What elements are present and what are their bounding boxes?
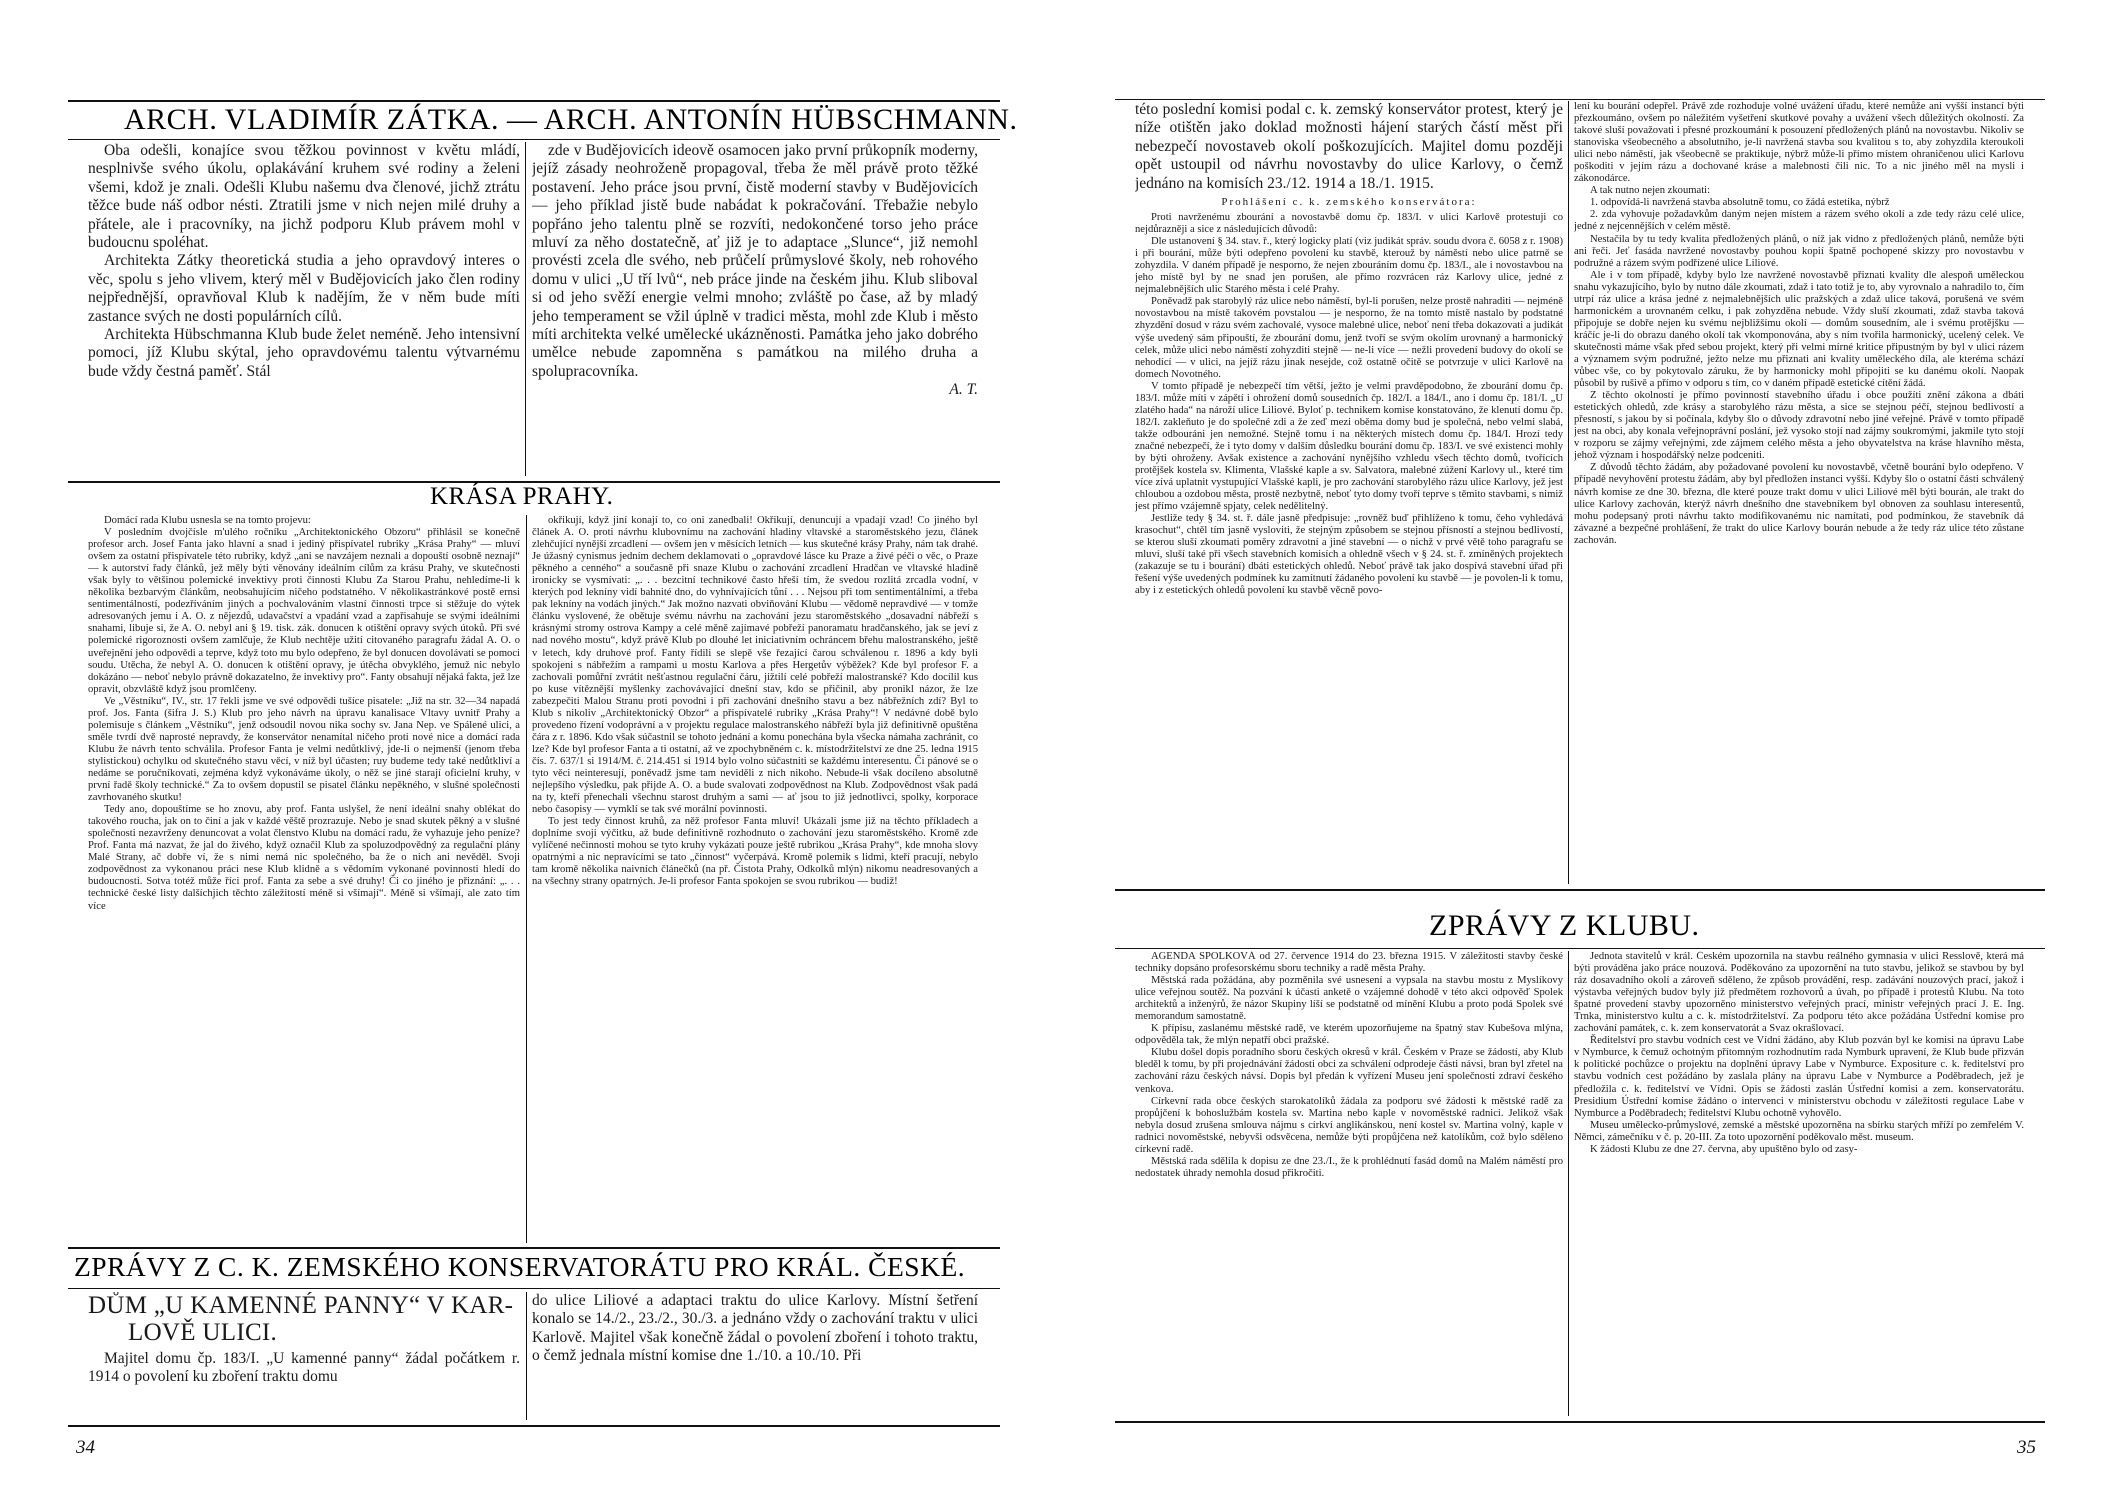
- headline-rule: [68, 1288, 1000, 1289]
- obituary-column-1: [88, 142, 520, 477]
- zpravy-column-1: [1135, 951, 1563, 1418]
- protest-column-2: [1574, 101, 2024, 886]
- right-page: [1057, 0, 2114, 1500]
- paragraph: Klubu došel dopis poradního sboru českých okresů v král. Českém v Praze se žádostí, aby Klub bleděl k tomu, by při projednávání žádosti obci za schválení odprodeje části návsi, bran byl zřetel na zachování rázu českých návsí. Dopis byl předán k vyřízení Museu jení společnosti zdraví českého venkova.: [1135, 1047, 1563, 1095]
- paragraph: Dle ustanovení § 34. stav. ř., který logicky platí (viz judikát správ. soudu dvora č. 6058 z r. 1908) i při bourání, může býti odepřeno povolení ku stavbě, kterouž by náměstí nebo ulice patrně se zohyzdila. V daném případě je nesporno, že nejen zbouráním domu čp. 183/I., ale i novostavbou na jeho místě byl by ne snad jen porušen, ale přímo rozvrácen ráz Karlovy ulice, jedné z nejmalebnějších ulic Starého města i celé Prahy.: [1135, 236, 1563, 296]
- krasa-headline: KRÁSA PRAHY.: [430, 483, 614, 510]
- paragraph: Ve „Věstníku“, IV., str. 17 řekli jsme ve své odpovědi tušíce pisatele: „Již na str. 32—34 napadá prof. Jos. Fanta (šifra J. S.) Klub pro jeho návrh na úpravu kanalisace Vltavy uvnitř Prahy a polemisuje s článkem „Věstníku“, jenž odsoudil novou nika sochy sv. Jana Nep. ve Spálené ulici, a směle tvrdí dvě naprosté nepravdy, že konservátor nenamítal ničeho proti nové nice a domácí rada Klubu že návrh tento schválila. Profesor Fanta je velmi nedůtklivý, jde-li o nejmenší (jenom třeba stylistickou) ochylku od skutečného stavu věcí, v níž byl účasten; ruy budeme tedy také nedůtkliví a nedáme se poručníkovati, zejména když vykonáváme úkoly, o něž se jiné starají oficielní kruhy, v první řadě školy technické.“ Za to ovšem dopustil se pisatel článku nepěkného, v slušné společnosti zavrhovaného skutku!: [88, 695, 520, 804]
- house-subheadline-line-2: LOVĚ ULICI.: [128, 1319, 278, 1346]
- paragraph: Nestačila by tu tedy kvalita předložených plánů, o níž jak vidno z předložených plánů, nemůže býti ani řeči. Jeť fasáda navržené novostavby pouhou kopií špatně pochopené skizzy pro novostavbu v podružné a rázem svým podřízené ulice Liliové.: [1574, 233, 2024, 269]
- section-rule: [68, 1247, 1000, 1249]
- house-subheadline: [88, 1292, 520, 1346]
- paragraph: Ředitelství pro stavbu vodních cest ve Vídni žádáno, aby Klub pozván byl ke komisi na úpravu Labe v Nymburce, k čemuž ochotným přítomným rozhodnutím rada Nymburk upravení, že Klub bude přizván k politické pochůzce o projektu na doplnění úpravy Labe v Nymburce. Expositure c. k. ředitelství pro stavbu vodních cest požádáno by zaslala plány na úpravu Labe v Nymburce a Poděbradech, jež je předložila c. k. ředitelství ve Vídni. Opis se žádosti zaslán Ústřední komisi a zem. konservatorátu. Presidium Ústřední komise žádáno o intervenci v ministerstvu obchodu v záležitosti regulace Labe v Nymburce a Poděbradech; ředitelství Klubu ochotně vyhovělo.: [1574, 1035, 2024, 1119]
- paragraph: V posledním dvojčísle m'ulého ročníku „Architektonického Obzoru“ přihlásil se konečně profesor arch. Josef Fanta jako hlavní a snad i jediný přispívatel rubriky „Krása Prahy“ — mluví ovšem za ostatní přispívatele této rubriky, když „ani se navzájem neznali a dopouští osobně neznají“ — k autorství řady článků, jež měly býti věnovány ideálním cílům za krásu Prahy, ve skutečnosti však byly to většinou polemické invektivy proti činnosti Klubu Za Starou Prahu, nehledíme-li k několika bezbarvým článkům, neobsahujícím ničeho podstatného. V několikastránkové postě ernsi sentimentálností, podezříváním jiných a pochvalováním vlastní činnosti trpce si stěžuje do výtek adresovaných jemu i A. O. z nějezdů, udavačství a vpadání vzad a zapřisahuje se svými ideálními snahami, libuje si, že A. O. nebyl ani § 19. tisk. zák. donucen k otištění opravy svých útoků. Při své polemické rigoroznosti ovšem zamlčuje, že Klub nechtěje užití citovaného paragrafu žádal A. O. o uveřejnění jeho odpovědi a teprve, když toto mu bylo odepřeno, že byl donucen dovolávati se pomoci soudu. Utěcha, že nebyl A. O. donucen k otištění opravy, je útěcha obvyklého, jemuž nic nebylo dokázáno — neboť nebylo právně dokazatelno, že invektivy pro“. Fanty obsahují nějaká fakta, jež lze opravit, obzvláště když jsou promlčeny.: [88, 527, 520, 695]
- krasa-column-1: [88, 515, 520, 1245]
- paragraph: Domácí rada Klubu usnesla se na tomto projevu:: [104, 515, 311, 526]
- page-number: 34: [76, 1437, 95, 1458]
- paragraph: K přípisu, zaslanému městské radě, ve kterém upozorňujeme na špatný stav Kubešova mlýna, odpověděla tak, že mlýn nepatří obci pražské.: [1135, 1023, 1563, 1047]
- top-rule: [68, 100, 1000, 102]
- paragraph: V tomto případě je nebezpečí tím větší, ježto je velmi pravděpodobno, že zbourání domu čp. 183/I. může míti v zápětí i ohrožení domů sousedních čp. 182/I. a 184/I., ano i domu čp. 181/I. „U zlatého hada“ na nároží ulice Liliové. Byloť p. technikem komise konstatováno, že klenutí domu čp. 182/I. zakleňuto je do společné zdi a že zeď mezi oběma domy bud je společná, nebo velmi slabá, takže odbouráni jen nemožné. Stejně tomu i na některých místech domu čp. 184/I. Hrozí tedy značné nebezpečí, že i tyto domy v dalším důsledku bourání domu čp. 183/I. ve své existenci mohly by býti ohroženy. Avšak existence a zachování nynějšího vzhledu všech těchto domů, tvořících protějšek kostela sv. Klimenta, Vlašské kaple a sv. Salvatora, malebné zúžení Karlovy ul., které tím více zívá uplatnit vystupující Vlašské kapli, je pro zachování starobylého rázu ulice Karlovy, jež jest chloubou a ozdobou města, prostě nezbytně, neboť tyto domy tvoří teprve s těmito stavbami, s nimiž jest přímo vzájemně spjaty, celek nedělitelný.: [1135, 380, 1563, 513]
- protest-column-1: [1135, 101, 1563, 886]
- paragraph: AGENDA SPOLKOVÁ od 27. července 1914 do 23. března 1915. V záležitosti stavby české techniky dopsáno profesorskému sboru techniky a radě města Prahy.: [1135, 951, 1563, 975]
- column-divider: [1568, 951, 1569, 1416]
- signature: A. T.: [949, 381, 978, 399]
- house-text: [88, 1350, 520, 1387]
- paragraph: K žádosti Klubu ze dne 27. června, aby upuštěno bylo od zasy-: [1590, 1143, 1858, 1155]
- paragraph: Městská rada požádána, aby pozměnila své usnesení a vypsala na stavbu mostu z Myslíkovy ulice veřejnou soutěž. Na pozvání k účasti anketě o vzájemné dohodě v této akci odpověď Spolek architektů a inženýrů, že názor Skupiny líší se podstatně od mínění Klubu a proto podá Spolek své memorandum samostatně.: [1135, 975, 1563, 1023]
- paragraph: To jest tedy činnost kruhů, za něž profesor Fanta mluví! Ukázali jsme již na těchto příkladech a doplníme svoji výčitku, až bude definitivně rozhodnuto o zachování jezu staroměstského. Kromě zde vylíčené nečinnosti mohou se tyto kruhy vykázati pouze ještě rubrikou „Krása Prahy“, kde mnoha slovy opatrnými a nic nepravícími se tato „činnost“ vyčerpává. Kromě polemik s lidmi, kteří pracují, nebylo tam kromě několika naivních článečků (na př. Čistota Prahy, Odkolků mlýn) nikomu neadresovaných a na všechny strany opatrných. Je-li profesor Fanta spokojen se svou rubrikou — budiž!: [532, 816, 978, 888]
- paragraph: Jednota stavitelů v král. Českém upozornila na stavbu reálného gymnasia v ulici Resslově, která má býti prováděna jako práce nouzová. Poděkováno za upozornění na tuto stavbu, jelikož se stavbou by byl ráz dosavadního okolí a zároveň sděleno, že způsob provádění, resp. zadávání nouzových prací, jakož i výstavba veřejných budov byly již předmětem rozhovorů a úvah, po případě i protestů Klubu. Na toto špatné provedení stavby upozorněno ministerstvo veřejných prací, ministr veřejných prací J. E. Ing. Trnka, ministerstvo kultu a c. k. místodržitelství. Za podporu této akce požádána Ústřední komise pro zachování památek, c. k. zem konservatorát a Svaz okrašlovací.: [1574, 951, 2024, 1035]
- krasa-column-2: [532, 515, 978, 1245]
- protest-subhead: Prohlášení c. k. zemského konservátora:: [1221, 196, 1477, 209]
- protest-text: [1135, 212, 1563, 598]
- paragraph: Oba odešli, konajíce svou těžkou povinnost v květu mládí, nesplnivše svého úkolu, oplakávání kruhem své rodiny a želeni všemi, kdož je znali. Odešli Klubu našemu dva členové, jichž ztrátu těžce bude náš odbor nésti. Ztratili jsme v nich nejen milé druhy a přátele, ale i pracovníky, na jichž podporu Klub právem mohl v budoucnu spoléhat.: [88, 142, 520, 252]
- konservatorat-column-1: [88, 1292, 520, 1422]
- column-divider: [526, 1292, 527, 1420]
- protest-intro: [1135, 101, 1563, 193]
- paragraph: Majitel domu čp. 183/I. „U kamenné panny“ žádal počátkem r. 1914 o povolení ku zboření traktu domu: [88, 1350, 520, 1386]
- paragraph: lení ku bourání odepřel. Právě zde rozhoduje volné uvážení úřadu, které nemůže ani vyšší instancí býti přezkoumáno, ovšem po náležitém vyšetření skutkové povahy a uvážení všech důležitých okolností. Za takové sluší považovati i přesné prozkoumání k posouzení předložených plánů na novostavbu. Nikoliv se stanoviska všeobecného a absolutního, je-li navržená stavba sou kvalitou s to, aby zohyzdila kteroukoli ulici nebo náměstí, jak všeobecně se praktikuje, nýbrž může-li přímo místem ohraničenou ulici Karlovu poškoditi v jejím rázu a dochované kráse a malebnosti čili nic. To a nic jiného měl na mysli i zákonodárce.: [1574, 101, 2024, 185]
- column-divider: [526, 515, 527, 1243]
- paragraph: Poněvadž pak starobylý ráz ulice nebo náměstí, byl-li porušen, nelze prostě nahraditi — nejméně novostavbou na místě takovém povstalou — je nesporno, že na tomto místě nastalo by podstatné zhyzdění dosud v rázu svém zachovalé, vysoce malebné ulice, neboť není třeba dokazovati a judikát výše uvedený sám připouští, že zbourání domu, jenž tvoří se svým okolím urovnaný a harmonický celek, může ulici nebo náměstí zohyzditi stejně — ne-li více — nežli provedení budovy do okolí se nehodící — v ulici, na jejíž rázu jinak nesejde, což ostatně očitě se potvrzuje v ulici Karlově na domech Novotného.: [1135, 296, 1563, 380]
- zpravy-headline: ZPRÁVY Z KLUBU.: [1429, 909, 1700, 942]
- paragraph: Městská rada sdělila k dopisu ze dne 23./I., že k prohlédnutí fasád domů na Malém náměstí pro nedostatek úhrady nemohla dosud přikročiti.: [1135, 1155, 1563, 1179]
- paragraph: Architekta Zátky theoretická studia a jeho opravdový interes o věc, spolu s jeho vlivem, který měl v Budějovicích jako člen rodiny nejpřednější, opravňoval Klub k nadějím, že v něm bude míti zastance svých ne dosti populárních cílů.: [88, 252, 520, 325]
- paragraph: Z důvodů těchto žádám, aby požadované povolení ku novostavbě, včetně bourání bylo odepřeno. V případě nevyhovění protestu žádám, aby byl předložen instanci vyšší. Kdyby šlo o ostatní části schválený návrh komise ze dne 30. března, dle které pouze trakt domu v ulici Liliové měl býti bourán, ale trakt do ulice Karlovy zachován, kterýž návrh dnešního dne stavebníkem byl obnoven za souhlasu interesentů, mohu podepsaný proti návrhu takto modifikovanému nic namítati, pod podmínkou, že stavebník dá závazné a bezpečné prohlášení, že trakt do ulice Karlovy bourán nebude a že tedy ráz ulice této zůstane zachován.: [1574, 462, 2024, 546]
- paragraph: Jestliže tedy § 34. st. ř. dále jasně předpisuje: „rovněž buď přihlíženo k tomu, čeho vyhledává krasochut“, chtěl tím jasně vysloviti, že stejným způsobem se stejnou přísností a stejnou bedlivostí, se kterou sluší zkoumati poměry zdravotní a jiné stavební — o nichž v prvé větě toho paragrafu se mluví, sluší také při všech stavebních komisích a ohledně všech v § 24. st. ř. zmíněných projektech (zakazuje se tu i bourání) dbáti estetických ohledů. Neboť právě tak jako dospívá stavební úřad při řešení výše uvedených podmínek ku zamítnutí žádaného povolení ku stavbě — je povolen-li k tomu, aby i z estetických ohledů povolení ku stavbě věcně povo-: [1135, 513, 1563, 597]
- section-rule: [1115, 889, 2045, 891]
- obituary-headline: ARCH. VLADIMÍR ZÁTKA. — ARCH. ANTONÍN HÜBSCHMANN.: [124, 103, 1018, 136]
- bottom-rule: [68, 1425, 1000, 1427]
- column-divider: [525, 142, 526, 476]
- paragraph: do ulice Liliové a adaptaci traktu do ulice Karlovy. Místní šetření konalo se 14./2., 23./2., 30./3. a jednáno vždy o zachování traktu v ulici Karlově. Majitel však konečně žádal o povolení zboření i tohoto traktu, o čemž jednala místní komise dne 1./10. a 10./10. Při: [532, 1292, 978, 1365]
- paragraph: 1. odpovídá-li navržená stavba absolutně tomu, co žádá estetika, nýbrž: [1590, 197, 1890, 209]
- paragraph: 2. zda vyhovuje požadavkům daným nejen místem a rázem svého okolí a zde tedy rázu celé ulice, jedné z nejcennějších v celém městě.: [1574, 209, 2024, 233]
- bottom-rule: [1115, 1421, 2045, 1423]
- paragraph: Tedy ano, dopouštíme se ho znovu, aby prof. Fanta uslyšel, že není ideální snahy oblékat do takového roucha, jak on to činí a jak v každé věště prozrazuje. Nebo je snad skutek pěkný a v slušné společnosti nezavrženy denuncovat a volat členstvo Klubu na domácí radu, že vyhazuje jeho peníze? Prof. Fanta má nazvat, že jal do živého, když označil Klub za spoluzodpovědný za regulační plány Malé Strany, ač dobře ví, že s nimi nemá nic společného, ba že o nich ani nevěděl. Svoji zodpovědnost za vykonanou práci nese Klub klidně a s vědomím vykonané povinnosti hledí do budoucnosti. Sotva totéž může říci prof. Fanta za sebe a své druhy! Či co jiného je přiznání: „. . . technické české listy dalšíchjich těchto záležitostí méně si všímají“. Méně si všímají, ale zato tím více: [88, 804, 520, 912]
- paragraph: Museu umělecko-průmyslové, zemské a městské upozorněna na sbírku starých mříží po zemřelém V. Němci, zámečníku v č. p. 20-III. Za toto upozornění poděkovalo měst. museum.: [1574, 1119, 2024, 1143]
- paragraph: této poslední komisi podal c. k. zemský konservátor protest, který je níže otištěn jako doklad možnosti hájení starých částí měst při nebezpečí novostaveb okolí poškozujících. Majitel domu později opět ustoupil od návrhu novostavby do ulice Karlovy, o čemž jednáno na komisích 23./12. 1914 a 18./1. 1915.: [1135, 101, 1563, 192]
- headline-rule: [68, 139, 1000, 140]
- house-subheadline-line-1: DŮM „U KAMENNÉ PANNY“ V KAR-: [88, 1292, 514, 1319]
- paragraph: zde v Budějovicích ideově osamocen jako první průkopník moderny, jejíž zásady neohroženě propagoval, třeba že měl právě proto těžké postavení. Jeho práce jsou první, čistě moderní stavby v Budějovicích — jeho příklad jistě bude nabádat k pokračování. Třebažie nebylo popřáno jeho talentu plně se rozvíti, nedokončené torso jeho práce mluví za něho dostatečně, ať již je to adaptace „Slunce“, již nemohl provésti zcela dle svého, neb průčelí průmyslové školy, neb rohového domu v ulici „U tří lvů“, neb práce jinde na českém jihu. Klub sliboval si od jeho svěží energie velmi mnoho; zvláště po čase, až by mladý jeho temperament se vžil úplně v tradici města, mohl zde Klub i město míti architekta velké umělecké ukázněnosti. Památka jeho jako dobrého umělce nebude zapomněna s památkou na milého druha a spolupracovníka.: [532, 142, 978, 380]
- obituary-column-2: [532, 142, 978, 477]
- paragraph: Architekta Hübschmanna Klub bude želet neméně. Jeho intensivní pomoci, jíž Klubu skýtal, jeho opravdovému talentu výtvarnému bude vždy čestná paměť. Stál: [88, 326, 520, 380]
- paragraph: Ale i v tom případě, kdyby bylo lze navržené novostavbě přiznati kvality dle alespoň uměleckou snahu vykazujícího, bylo by nutno dále zkoumati, zdaž i tato totiž je to, aby vyrovnalo a nahradilo to, čím utrpí ráz ulice a krása jedné z nejmalebnějších ulic pražských a zdaž ulice taková, porušená ve svém harmonickém a urovnaném celku, i pak zohyzděna nebude. Vždy sluší zkoumati, zdaž stavba taková připojuje se dobře nejen ku svému nejbližšímu okolí — domům sousedním, ale i svému protějšku — kráčíc je-li do obrazu daného okolí tak vkomponována, aby s ním tvořila harmonický, ucelený celek. Ve skutečnosti máme však před sebou projekt, který při velmi mírné kritice připustným by byl v ulici rázem a významem svým podružné, ježto nelze mu přiznati ani kvality uměleckého díla, ale kteréma schází vůbec vše, co by pokytovalo záruku, že by harmonicky mohl připojiti se ku danému okolí. Naopak působil by rušivě a přímo v odporu s tím, co v daném případě estetické cítění žádá.: [1574, 269, 2024, 390]
- paragraph: Proti navrženému zbourání a novostavbě domu čp. 183/I. v ulici Karlově protestuji co nejdůrazněji a sice z následujících důvodů:: [1135, 212, 1563, 236]
- column-divider: [1568, 101, 1569, 884]
- paragraph: Z těchto okolností je přímo povinností stavebního úřadu i obce použíti znění zákona a dbáti estetických ohledů, zde krásy a starobylého rázu města, a sice se stejnou péčí, stejnou bedlivostí a přesností, s jakou by si počínala, kdyby šlo o důvody zdravotní nebo jiné veřejné. Právě v tomto případě jest na obci, aby konala veřejnoprávní poslání, jež vysoko stojí nad zájmy soukromými, jakmile tyto stojí v rozporu se zájmy veřejnými, zde zájmem celého města a jeho obyvatelstva na kráse hlavního města, jehož význam i hospodářský nelze podceniti.: [1574, 390, 2024, 462]
- konservatorat-headline: ZPRÁVY Z C. K. ZEMSKÉHO KONSERVATORÁTU PRO KRÁL. ČESKÉ.: [74, 1251, 966, 1282]
- headline-rule: [1115, 948, 2045, 949]
- zpravy-column-2: [1574, 951, 2024, 1418]
- paragraph: Církevní rada obce českých starokatolíků žádala za podporu své žádosti k městské radě za propůjčení k bohoslužbám kostela sv. Martina nebo kaple v novoměstské radnici. Jelikož však nebyla dosud zrušena smlouva nájmu s církví anglikánskou, není kostel sv. Martina volný, kaple v radnici novoměstské, nebyvši odsvěcena, nemůže býti propůjčena než katolíkům, což bylo sděleno církevní radě.: [1135, 1095, 1563, 1155]
- page-number: 35: [2017, 1437, 2036, 1458]
- paragraph: okřikují, když jiní konají to, co oni zanedbali! Okřikují, denuncují a vpadají vzad! Co jiného byl článek A. O. proti návrhu klubovnímu na zachování hladiny vltavské a staroměstského jezu, článek zlehčující nynější zrcadlení — ovšem jen v měsících letních — kus skutečné krásy Prahy, nám tak drahé. Je úžasný cynismus jedním dechem deklamovati o „opravdové lásce ku Praze a živé péči o věc, o Praze pěkného a cenného“ a současně při snaze Klubu o zachování zrcadlení Hradčan ve vltavské hladině ironicky se vysmívati: „. . . bezcitní technikové často hřeší tím, že svedou rozlitá zrcadla vodní, v kterých pod lekníny vidí bahnité dno, do vyhnívajících tůní . . . Nejsou při tom sentimentálními, a třeba pak lekníny na vodách jiných.“ Jak možno nazvati obviňování Klubu — vědomě nepravdivé — v tomže článku vyslovené, že obětuje svému návrhu na zachování jezu staroměstského „dosavadní nábřeží s krásnými stromy ostrova Kampy a celé měně zajímavé pobřeží panoramatu hradčanského, jak se jeví z nad nového mostu“, když právě Klub po dlouhé let iniciativním ochráncem břehu malostranského, ještě v letech, kdy druhové prof. Fanty řídili se slepě vše řezající čarou schválenou r. 1896 a kdy byli spokojeni s nábřežím a rampami u mostu Karlova a přes Hergetův výběžek? Kde byl profesor F. a zachovali pomůřní zvrátit nešťastnou regulační čáru, jižtilí celé pobřeží malostranské? Kdo docílil kus po kuse vítěznější myšlenky zachovávající dnešní stav, kdo se přičinil, aby pronikl názor, že lze zabezpečiti Malou Stranu proti povodni i při zachování dnešního stavu a bez nábřežních zdí? Byl to Klub s nikoliv „Architektonický Obzor“ a přispívatelé rubriky „Krása Prahy“! V nedávné době bylo provedeno řízení vodoprávní a v projektu regulace malostranského nábřeží byla již definitivně opuštěna čára z r. 1896. Kdo však súčastnil se tohoto jednání a komu ponechána byla všecka námaha zachránit, co lze? Kde byl profesor Fanta a ti ostatní, až ve zpochybněném c. k. místodržitelství ze dne 25. ledna 1915 čís. 7. 637/1 si 1914/M. č. 214.451 si 1914 bylo volno súčastniti se každému interesentu. Či pánové se o tyto věci neinteresují, poněvadž jsme tam neviděli z nich nikoho. Nebude-li však docíleno absolutně nejlepšího výsledku, pak přijde A. O. a bude svalovati zodpovědnost na Klub. Zodpovědnost však padá na ty, kteří přenechali všechnu starost druhým a sami — ať jsou to již jednotlivci, spolky, korporace nebo časopisy — vymklí se tak své morální povinnosti.: [532, 515, 978, 816]
- konservatorat-column-2: [532, 1292, 978, 1422]
- top-rule: [1115, 99, 2045, 100]
- paragraph: A tak nutno nejen zkoumati:: [1590, 185, 1711, 197]
